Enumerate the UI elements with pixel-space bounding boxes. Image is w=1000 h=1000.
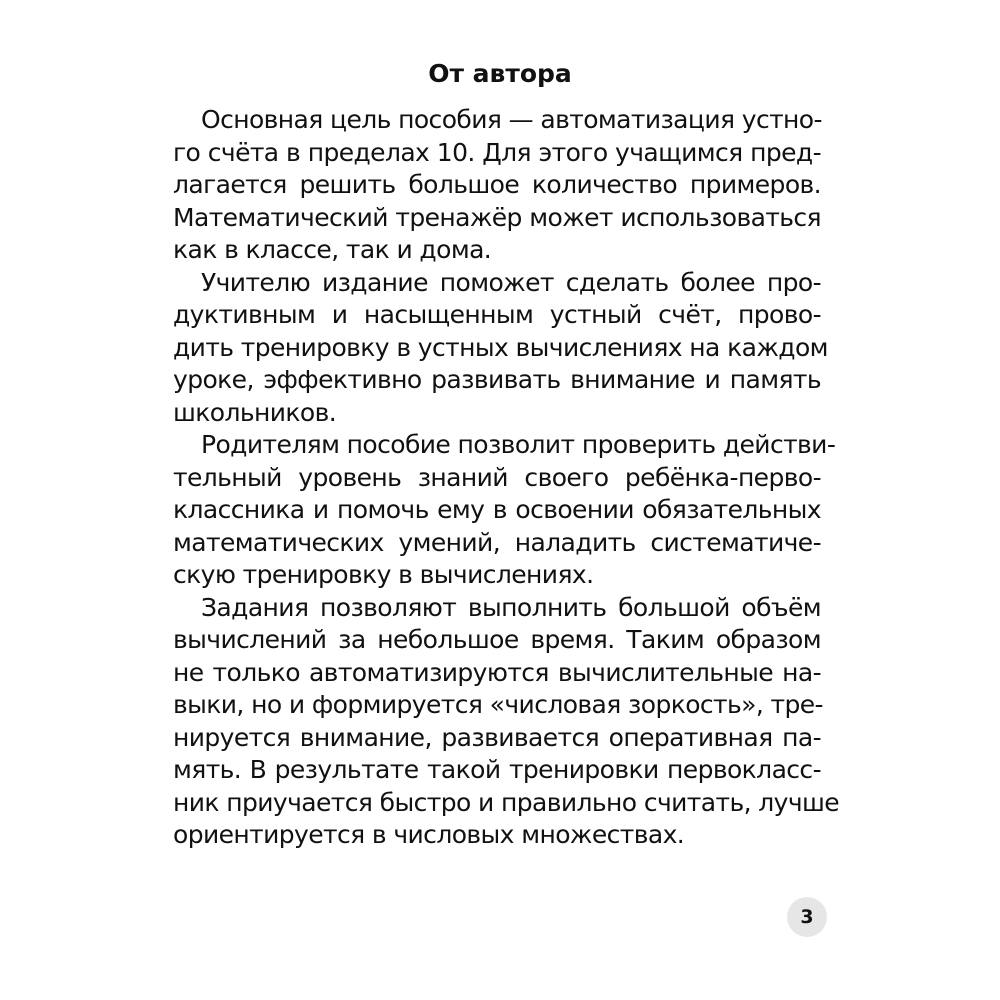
text-line: го счёта в пределах 10. Для этого учащимся пред-	[173, 137, 821, 167]
text-line: ориентируется в числовых множествах.	[173, 820, 685, 849]
text-line: классника и помочь ему в освоении обязательных	[173, 495, 821, 524]
text-line: дуктивным и насыщенным устный счёт, прово-	[173, 300, 821, 329]
text-line: нируется внимание, развивается оперативная па-	[173, 722, 821, 752]
text-line: Задания позволяют выполнить большой объём	[201, 592, 821, 622]
text-line: дить тренировку в устных вычислениях на каждом	[173, 332, 828, 362]
text-line: ник приучается быстро и правильно считать, лучше	[173, 787, 840, 817]
paragraph	[173, 592, 840, 852]
body-text	[173, 104, 840, 852]
text-line: не только автоматизируются вычислительные на-	[173, 657, 821, 687]
paragraph	[173, 104, 821, 267]
text-line: как в классе, так и дома.	[173, 235, 492, 264]
text-line: школьников.	[173, 397, 337, 427]
page-number: 3	[800, 906, 814, 928]
text-line: выки, но и формируется «числовая зоркость», тре-	[173, 690, 823, 719]
text-line: скую тренировку в вычислениях.	[173, 560, 594, 589]
page-title: От автора	[428, 59, 572, 88]
text-line: Математический тренажёр может использоваться	[173, 202, 821, 232]
text-line: вычислений за небольшое время. Таким образом	[173, 625, 821, 654]
text-line: лагается решить большое количество примеров.	[173, 170, 821, 199]
text-line: Родителям пособие позволит проверить действи-	[201, 430, 836, 459]
text-line: уроке, эффективно развивать внимание и память	[173, 365, 821, 394]
text-line: математических умений, наладить систематиче-	[173, 527, 821, 557]
text-line: тельный уровень знаний своего ребёнка-перво-	[173, 462, 821, 492]
paragraph	[173, 429, 836, 592]
text-line: Учителю издание поможет сделать более про-	[201, 267, 821, 297]
text-line: Основная цель пособия — автоматизация устно-	[201, 105, 822, 134]
page-number-badge	[787, 897, 827, 937]
text-line: мять. В результате такой тренировки первокласс-	[173, 755, 821, 784]
paragraph	[173, 267, 828, 430]
